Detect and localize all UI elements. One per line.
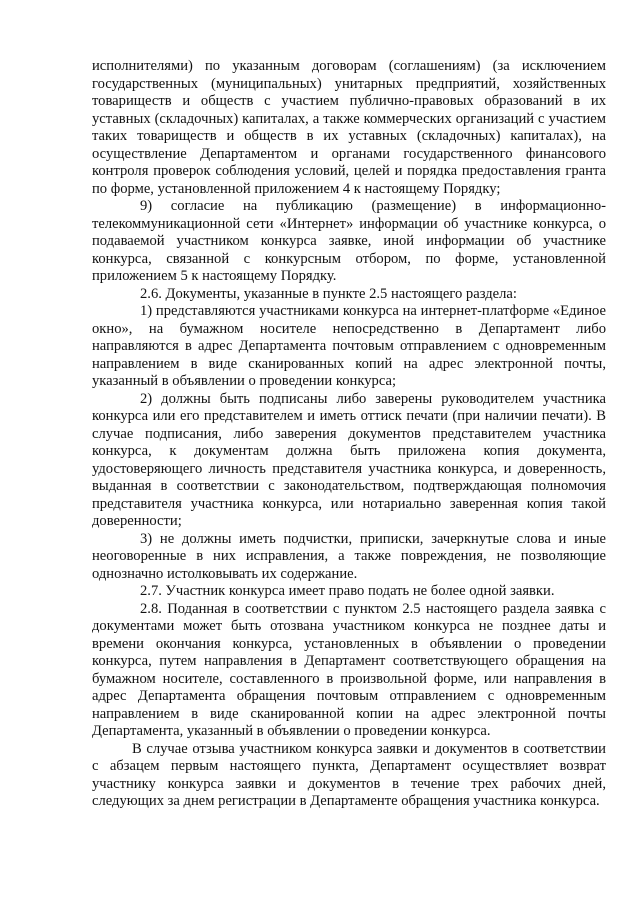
paragraph-2-7: 2.7. Участник конкурса имеет право подать не более одной заявки.: [140, 583, 555, 599]
paragraph-2-6: 2.6. Документы, указанные в пункте 2.5 настоящего раздела:: [140, 285, 517, 302]
paragraph-continuation: исполнителями) по указанным договорам (соглашениям) (за исключением государственных (муниципальных) унитарных предприятий, хозяйственных товариществ и обществ с участием публично-правовых образований в их уставных (складочных) капиталах, а также коммерческих организаций с участием таких товариществ и обществ в их уставных (складочных) капиталах), на осуществление Департаментом и органами государственного финансового контроля проверок соблюдения условий, целей и порядка предоставления гранта по форме, установленной приложением 4 к настоящему Порядку;: [92, 58, 606, 197]
paragraph-2-8: 2.8. Поданная в соответствии с пунктом 2.5 настоящего раздела заявка с документами может быть отозвана участником конкурса не позднее даты и времени окончания конкурса, установленных в объявлении о проведении конкурса, путем направления в Департамент соответствующего обращения на бумажном носителе, составленного в произвольной форме, или направления в адрес Департамента обращения почтовым отправлением с одновременным направлением в виде сканированной копии на адрес электронной почты Департамента, указанный в объявлении о проведении конкурса.: [92, 600, 606, 739]
paragraph-2-6-item-3: 3) не должны иметь подчистки, приписки, зачеркнутые слова и иные неоговоренные в них исправления, а также повреждения, не позволяющие однозначно истолковывать их содержание.: [92, 530, 606, 582]
paragraph-2-6-item-1: 1) представляются участниками конкурса на интернет-платформе «Единое окно», на бумажном носителе непосредственно в Департамент либо направляются в адрес Департамента почтовым отправлением с одновременным направлением в виде сканированных копий на адрес электронной почты, указанный в объявлении о проведении конкурса;: [92, 303, 606, 389]
paragraph-2-8-withdrawal: В случае отзыва участником конкурса заявки и документов в соответствии с абзацем первым настоящего пункта, Департамент осуществляет возврат участнику конкурса заявки и документов в течение трех рабочих дней, следующих за днем регистрации в Департаменте обращения участника конкурса.: [92, 740, 606, 809]
document-body: [92, 58, 606, 811]
paragraph-2-6-item-2: 2) должны быть подписаны либо заверены руководителем участника конкурса или его представителем и иметь оттиск печати (при наличии печати). В случае подписания, либо заверения документов представителем участника конкурса, к документам должна быть приложена копия документа, удостоверяющего личность представителя участника конкурса, и доверенность, выданная в соответствии с законодательством, подтверждающая полномочия представителя участника конкурса, или нотариально заверенная копия такой доверенности;: [92, 390, 606, 529]
paragraph-item-9: 9) согласие на публикацию (размещение) в информационно-телекоммуникационной сети «Интернет» информации об участнике конкурса, о подаваемой участником конкурса заявке, иной информации об участнике конкурса, связанной с конкурсным отбором, по форме, установленной приложением 5 к настоящему Порядку.: [92, 198, 606, 284]
